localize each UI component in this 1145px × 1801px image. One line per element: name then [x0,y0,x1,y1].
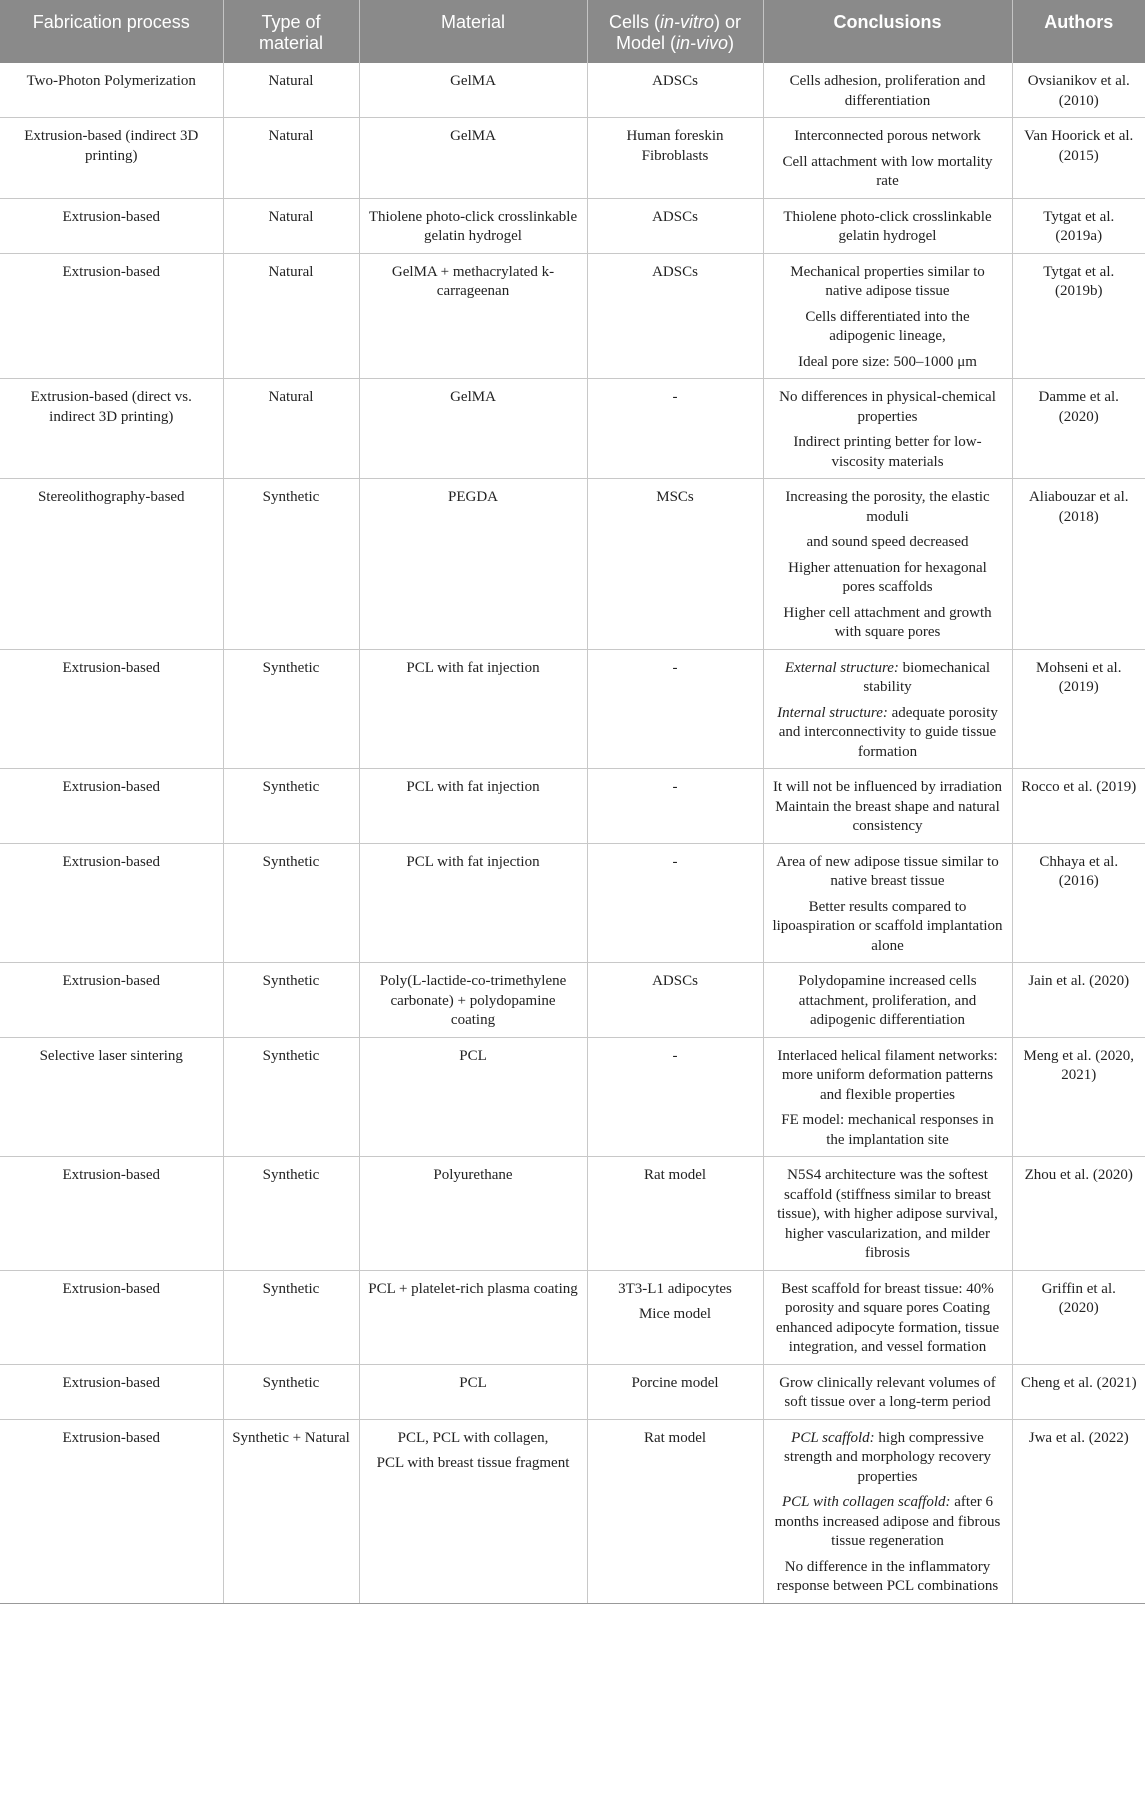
conclusion-text: Higher attenuation for hexagonal pores scaffolds [788,559,987,595]
cell-authors: Chhaya et al. (2016) [1012,843,1145,963]
cell-material [359,63,587,118]
cell-type-of-material: Synthetic [223,1270,359,1364]
header-authors: Authors [1012,0,1145,63]
cell-fabrication-process: Extrusion-based [0,649,223,769]
cell-cells-or-model [587,963,763,1038]
cell-authors: Jwa et al. (2022) [1012,1419,1145,1603]
conclusion-text: high compressive strength and morphology recovery properties [783,1429,992,1485]
table-row [0,1419,1145,1603]
cell-cells-or-model-line: ADSCs [652,73,698,89]
cell-authors: Tytgat et al. (2019b) [1012,253,1145,379]
conclusion-paragraph [772,972,1004,1031]
conclusion-paragraph [772,1111,1004,1150]
cell-cells-or-model [587,1419,763,1603]
cell-fabrication-process: Extrusion-based (indirect 3D printing) [0,118,223,199]
cell-cells-or-model [587,479,763,650]
conclusion-paragraph [772,353,1004,373]
conclusion-text: Polydopamine increased cells attachment, proliferation, and adipogenic differentiation [798,973,977,1028]
conclusion-text: biomechanical stability [863,659,991,695]
cell-fabrication-process: Two-Photon Polymerization [0,63,223,118]
cell-material-line: PCL with fat injection [406,779,540,795]
cell-material-line: GelMA [450,73,496,89]
cell-material [359,1037,587,1157]
table-row [0,1270,1145,1364]
cell-authors: Mohseni et al. (2019) [1012,649,1145,769]
cell-cells-or-model-line: Rat model [643,1167,707,1183]
conclusion-paragraph [772,1166,1004,1264]
cell-material [359,198,587,253]
cell-cells-or-model-line: Human foreskin Fibroblasts [626,128,724,164]
cell-cells-or-model-line: - [672,779,678,795]
cell-conclusions [763,253,1012,379]
cell-cells-or-model [587,379,763,479]
table-row [0,379,1145,479]
conclusion-paragraph [772,559,1004,598]
conclusion-paragraph [772,208,1004,247]
cell-fabrication-process: Extrusion-based [0,769,223,844]
cell-cells-or-model-line: Mice model [638,1306,712,1322]
cell-material-line: GelMA [450,389,496,405]
conclusion-paragraph [772,533,1004,553]
conclusion-italic-lead: External structure: [784,659,899,676]
table-row [0,1364,1145,1419]
cell-fabrication-process: Extrusion-based [0,1270,223,1364]
cell-cells-or-model [587,1270,763,1364]
cell-material [359,1157,587,1271]
cell-fabrication-process: Selective laser sintering [0,1037,223,1157]
cell-cells-or-model-line: Rat model [643,1429,707,1446]
header-cells-or-model: Cells (in-vitro) or Model (in-vivo) [587,0,763,63]
conclusion-paragraph [772,388,1004,427]
table-row [0,769,1145,844]
cell-authors: Tytgat et al. (2019a) [1012,198,1145,253]
cell-cells-or-model-line: Porcine model [631,1374,719,1391]
conclusion-text: Area of new adipose tissue similar to native breast tissue [776,853,999,889]
cell-material [359,1364,587,1419]
cell-type-of-material: Synthetic [223,963,359,1038]
cell-material-line: PCL [459,1374,487,1391]
cell-material-line: GelMA [450,128,496,144]
conclusion-text: N5S4 architecture was the softest scaffold (stiffness similar to breast tissue), with higher adipose survival, higher vascularization, and milder fibrosis [777,1167,998,1261]
cell-type-of-material: Synthetic [223,1037,359,1157]
conclusion-text: Interconnected porous network [794,128,981,144]
conclusion-text: Ideal pore size: 500–1000 μm [798,353,977,370]
cell-conclusions [763,479,1012,650]
cell-material-line: PCL, PCL with collagen, [397,1429,549,1446]
cell-cells-or-model [587,843,763,963]
conclusion-text: Grow clinically relevant volumes of soft tissue over a long-term period [779,1374,996,1410]
conclusion-text: after 6 months increased adipose and fibrous tissue regeneration [774,1494,1001,1549]
table-row [0,479,1145,650]
cell-fabrication-process: Extrusion-based [0,1364,223,1419]
table-row [0,1157,1145,1271]
conclusion-text: Thiolene photo-click crosslinkable gelatin hydrogel [783,208,992,244]
table-row [0,198,1145,253]
conclusion-text: It will not be influenced by irradiation Maintain the breast shape and natural consistency [772,779,1003,834]
conclusion-paragraph [772,153,1004,192]
cell-cells-or-model [587,118,763,199]
cell-cells-or-model-line: 3T3-L1 adipocytes [618,1280,732,1297]
cell-conclusions [763,769,1012,844]
conclusion-text: Higher cell attachment and growth with square pores [783,604,992,640]
conclusion-paragraph [772,263,1004,302]
table-row [0,63,1145,118]
cell-authors: Aliabouzar et al. (2018) [1012,479,1145,650]
conclusion-text: Increasing the porosity, the elastic moduli [785,489,990,525]
cell-type-of-material: Synthetic [223,479,359,650]
cell-conclusions [763,1037,1012,1157]
cell-type-of-material: Natural [223,198,359,253]
conclusion-text: Cell attachment with low mortality rate [782,153,993,189]
cell-material [359,479,587,650]
conclusion-text: Mechanical properties similar to native adipose tissue [790,263,985,299]
cell-fabrication-process: Extrusion-based [0,1157,223,1271]
conclusion-text: Indirect printing better for low-viscosity materials [793,434,982,470]
conclusion-italic-lead: Internal structure: [777,704,888,721]
cell-authors: Damme et al. (2020) [1012,379,1145,479]
cell-type-of-material: Natural [223,63,359,118]
cell-cells-or-model [587,1364,763,1419]
cell-fabrication-process: Stereolithography-based [0,479,223,650]
cell-cells-or-model [587,198,763,253]
cell-authors: Zhou et al. (2020) [1012,1157,1145,1271]
cell-type-of-material: Natural [223,253,359,379]
cell-fabrication-process: Extrusion-based [0,198,223,253]
cell-conclusions [763,379,1012,479]
cell-conclusions [763,198,1012,253]
header-type-of-material: Type of material [223,0,359,63]
cell-material-line: GelMA + methacrylated k-carrageenan [391,263,555,299]
cell-cells-or-model-line: ADSCs [652,263,698,280]
cell-type-of-material: Synthetic [223,843,359,963]
cell-material-line: PCL + platelet-rich plasma coating [368,1280,578,1297]
cell-type-of-material: Synthetic + Natural [223,1419,359,1603]
cell-material-line: PCL with fat injection [406,853,540,870]
cell-cells-or-model-line: - [672,1047,678,1064]
cell-type-of-material: Synthetic [223,1157,359,1271]
conclusion-paragraph [772,898,1004,957]
cell-material [359,1270,587,1364]
cell-type-of-material: Synthetic [223,649,359,769]
conclusion-paragraph [772,72,1004,111]
cell-type-of-material: Natural [223,379,359,479]
cell-material-line: PCL [459,1047,487,1064]
conclusion-paragraph [772,127,1004,147]
cell-material [359,843,587,963]
header-fabrication-process: Fabrication process [0,0,223,63]
cell-cells-or-model-line: MSCs [656,489,694,505]
cell-material [359,1419,587,1603]
conclusion-paragraph [772,704,1004,763]
conclusion-paragraph [772,1280,1004,1358]
conclusion-paragraph [772,433,1004,472]
header-material: Material [359,0,587,63]
cell-cells-or-model [587,649,763,769]
cell-cells-or-model-line: - [672,389,678,405]
cell-type-of-material: Synthetic [223,769,359,844]
conclusion-paragraph [772,1429,1004,1488]
table-row [0,963,1145,1038]
cell-fabrication-process: Extrusion-based [0,963,223,1038]
table-row [0,118,1145,199]
cell-conclusions [763,1419,1012,1603]
cell-authors: Griffin et al. (2020) [1012,1270,1145,1364]
cell-material [359,253,587,379]
cell-material [359,649,587,769]
conclusion-text: No differences in physical-chemical properties [779,389,996,425]
cell-fabrication-process: Extrusion-based [0,253,223,379]
conclusion-paragraph [772,604,1004,643]
conclusion-paragraph [772,488,1004,527]
cell-conclusions [763,1157,1012,1271]
header-row [0,0,1145,63]
cell-conclusions [763,1270,1012,1364]
cell-authors: Cheng et al. (2021) [1012,1364,1145,1419]
table-row [0,843,1145,963]
cell-cells-or-model [587,1037,763,1157]
cell-fabrication-process: Extrusion-based [0,1419,223,1603]
cell-cells-or-model-line: ADSCs [652,208,698,225]
cell-material-line: PCL with fat injection [406,659,540,676]
cell-conclusions [763,63,1012,118]
cell-material [359,769,587,844]
conclusion-italic-lead: PCL with collagen scaffold: [782,1494,951,1510]
cell-authors: Ovsianikov et al. (2010) [1012,63,1145,118]
conclusion-paragraph [772,1493,1004,1552]
table-row [0,253,1145,379]
cell-cells-or-model [587,769,763,844]
conclusion-paragraph [772,308,1004,347]
cell-cells-or-model-line: ADSCs [652,973,698,989]
cell-conclusions [763,649,1012,769]
cell-type-of-material: Synthetic [223,1364,359,1419]
table-header [0,0,1145,63]
cell-authors: Van Hoorick et al. (2015) [1012,118,1145,199]
conclusion-text: Cells adhesion, proliferation and differentiation [789,73,986,109]
conclusion-paragraph [772,778,1004,837]
cell-cells-or-model [587,253,763,379]
conclusion-text: and sound speed decreased [806,534,969,550]
conclusion-paragraph [772,853,1004,892]
cell-type-of-material: Natural [223,118,359,199]
conclusion-text: Cells differentiated into the adipogenic lineage, [805,308,970,344]
cell-material-line: Poly(L-lactide-co-trimethylene carbonate) + polydopamine coating [379,973,567,1028]
table-row [0,1037,1145,1157]
cell-cells-or-model-line: - [672,853,678,870]
conclusion-text: Best scaffold for breast tissue: 40% porosity and square pores Coating enhanced adipocyte formation, tissue integration, and vessel formation [775,1280,1000,1355]
cell-material-line: Thiolene photo-click crosslinkable gelatin hydrogel [368,208,578,244]
cell-cells-or-model [587,1157,763,1271]
conclusion-paragraph [772,659,1004,698]
cell-material-line: PCL with breast tissue fragment [376,1455,570,1471]
cell-material [359,118,587,199]
conclusion-text: Better results compared to lipoaspiration or scaffold implantation alone [772,898,1003,954]
conclusion-paragraph [772,1047,1004,1106]
conclusion-text: adequate porosity and interconnectivity to guide tissue formation [778,704,998,760]
table-row [0,649,1145,769]
conclusion-text: Interlaced helical filament networks: more uniform deformation patterns and flexible properties [777,1047,998,1103]
conclusion-italic-lead: PCL scaffold: [791,1429,875,1446]
conclusion-paragraph [772,1558,1004,1597]
cell-authors: Jain et al. (2020) [1012,963,1145,1038]
cell-material [359,963,587,1038]
cell-cells-or-model [587,63,763,118]
cell-material [359,379,587,479]
conclusion-text: FE model: mechanical responses in the implantation site [781,1112,994,1148]
cell-material-line: PEGDA [447,489,498,505]
cell-authors: Meng et al. (2020, 2021) [1012,1037,1145,1157]
cell-cells-or-model-line: - [672,659,678,676]
header-conclusions: Conclusions [763,0,1012,63]
table-body [0,63,1145,1603]
cell-conclusions [763,963,1012,1038]
cell-authors: Rocco et al. (2019) [1012,769,1145,844]
cell-fabrication-process: Extrusion-based [0,843,223,963]
cell-conclusions [763,843,1012,963]
conclusion-text: No difference in the inflammatory response between PCL combinations [776,1558,999,1594]
cell-conclusions [763,1364,1012,1419]
cell-conclusions [763,118,1012,199]
conclusion-paragraph [772,1374,1004,1413]
cell-fabrication-process: Extrusion-based (direct vs. indirect 3D printing) [0,379,223,479]
cell-material-line: Polyurethane [433,1167,513,1183]
